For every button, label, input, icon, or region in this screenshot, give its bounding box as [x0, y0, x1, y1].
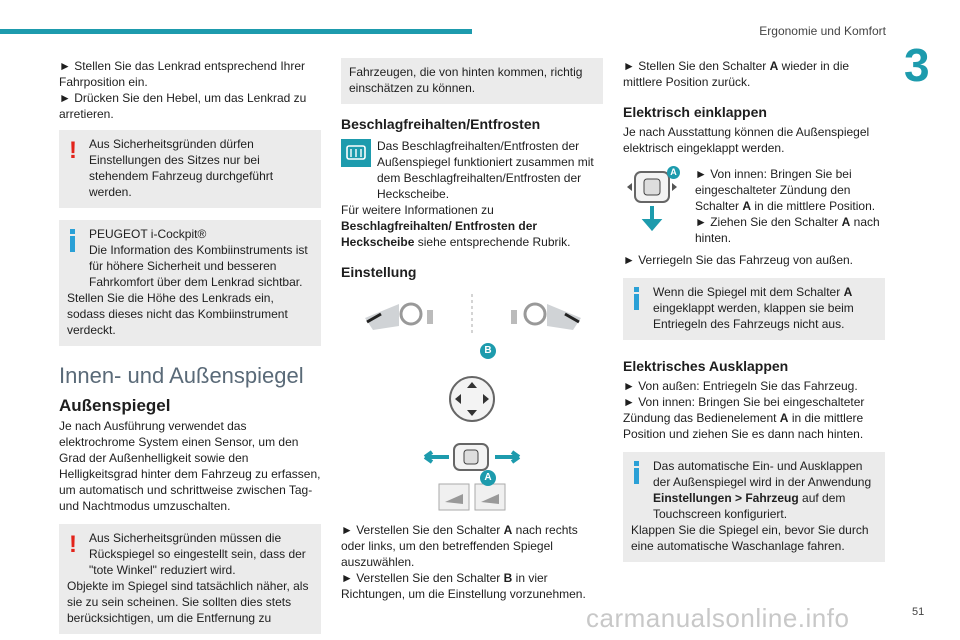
chapter-title: Ergonomie und Komfort [759, 24, 886, 38]
info-box-auto-fold: Das automatische Ein- und Ausklappen der Außenspiegel wird in der Anwendung Einstellungen > Fahrzeug auf dem Touchscreen konfiguriert. Klappen Sie die Spiegel ein, bevor Sie durch eine automatische Waschanlage fahren. [623, 452, 885, 562]
column-3 [623, 58, 885, 562]
bullet-return-switch: ► Stellen Sie den Schalter A wieder in die mittlere Position zurück. [623, 59, 850, 89]
info-text-2: Stellen Sie die Höhe des Lenkrads ein, sodass dieses nicht das Kombiinstrument verdeckt. [67, 291, 288, 337]
info-text-1: Die Information des Kombiinstruments ist für höhere Sicherheit und besseren Fahrkomfort über dem Lenkrad sichtbar. [89, 243, 308, 289]
info-icon [67, 229, 79, 253]
label-b-badge: B [480, 343, 496, 359]
paragraph-electrochrome: Je nach Ausführung verwendet das elektrochrome System einen Sensor, um den Grad der Außenhelligkeit sowie den Helligkeitsgrad hinter dem Fahrzeug zu erfassen, um automatisch und schrittweise zwischen Tag- und Nachtmodus umzuschalten. [59, 419, 321, 513]
defrost-icon [341, 139, 371, 167]
label-a-badge: A [480, 470, 496, 486]
column-1 [59, 58, 321, 634]
warning-box-seat [59, 130, 321, 208]
heading-einstellung: Einstellung [341, 264, 417, 280]
fold-figure [623, 166, 885, 245]
watermark: carmanualsonline.info [586, 603, 850, 633]
defrost-paragraph [341, 138, 603, 250]
mirror-adjust-illustration [341, 284, 603, 514]
mirror-adjust-figure [341, 284, 603, 514]
bullet-lock-vehicle: ► Verriegeln Sie das Fahrzeug von außen. [623, 253, 854, 267]
warning-text: Aus Sicherheitsgründen dürfen Einstellungen des Sitzes nur bei stehendem Fahrzeug durchgeführt werden. [89, 137, 274, 199]
column-2 [341, 58, 603, 602]
defrost-ref: Für weitere Informationen zu Beschlagfreihalten/ Entfrosten der Heckscheibe siehe entsprechende Rubrik. [341, 203, 571, 249]
bullet-inner-control: ► Von innen: Bringen Sie bei eingeschalteter Zündung das Bedienelement A in die mittlere Position und ziehen Sie es dann nach hinten. [623, 395, 865, 441]
label-a-badge: A [667, 166, 680, 179]
warning-continuation-box [341, 58, 603, 104]
heading-ausklappen: Elektrisches Ausklappen [623, 358, 789, 374]
paragraph-einklappen: Je nach Ausstattung können die Außenspiegel elektrisch eingeklappt werden. [623, 125, 870, 155]
warning-icon: ! [69, 531, 77, 558]
warning-box-mirrors [59, 524, 321, 634]
fold-instructions: ► Von innen: Bringen Sie bei eingeschalteter Zündung den Schalter A in die mittlere Position. ► Ziehen Sie den Schalter A nach hinten. [695, 167, 880, 245]
page-number: 51 [912, 606, 925, 618]
bullet-lock-wheel: ► Drücken Sie den Hebel, um das Lenkrad zu arretieren. [59, 91, 307, 121]
header-accent-bar [0, 29, 472, 34]
chapter-number: 3 [904, 39, 930, 91]
warning-text-2: Objekte im Spiegel sind tatsächlich näher, als sie zu sein scheinen. Sie sollten dies stets berücksichtigen, um die Entfernung zu [67, 579, 309, 625]
info-box-fold: Wenn die Spiegel mit dem Schalter A eingeklappt werden, klappen sie beim Entriegeln des Fahrzeugs nicht aus. [623, 278, 885, 340]
section-title: Innen- und Außenspiegel [59, 363, 304, 388]
heading-beschlag: Beschlagfreihalten/Entfrosten [341, 116, 541, 132]
info-icon [631, 461, 643, 485]
warning-text-1: Aus Sicherheitsgründen müssen die Rückspiegel so eingestellt sein, dass der "tote Winkel" reduziert wird. [89, 531, 306, 577]
bullet-adjust-mirror: ► Verstellen Sie den Schalter B in vier Richtungen, um die Einstellung vorzunehmen. [341, 571, 586, 601]
info-icon [631, 287, 643, 311]
warning-icon: ! [69, 137, 77, 164]
heading-einklappen: Elektrisch einklappen [623, 104, 767, 120]
info-text-carwash: Klappen Sie die Spiegel ein, bevor Sie durch eine automatische Waschanlage fahren. [631, 523, 869, 553]
info-title: PEUGEOT i-Cockpit® [89, 227, 207, 241]
heading-aussenspiegel: Außenspiegel [59, 396, 171, 415]
bullet-select-mirror: ► Verstellen Sie den Schalter A nach rechts oder links, um den betreffenden Spiegel auszuwählen. [341, 523, 578, 569]
warning-continuation-text: Fahrzeugen, die von hinten kommen, richtig einschätzen zu können. [349, 65, 583, 95]
bullet-unlock-vehicle: ► Von außen: Entriegeln Sie das Fahrzeug. [623, 379, 858, 393]
bullet-adjust-wheel: ► Stellen Sie das Lenkrad entsprechend Ihrer Fahrposition ein. [59, 59, 306, 89]
info-box-cockpit [59, 220, 321, 346]
defrost-text: Das Beschlagfreihalten/Entfrosten der Außenspiegel funktioniert zusammen mit dem Beschlagfreihalten/Entfrosten der Heckscheibe. [377, 139, 594, 201]
